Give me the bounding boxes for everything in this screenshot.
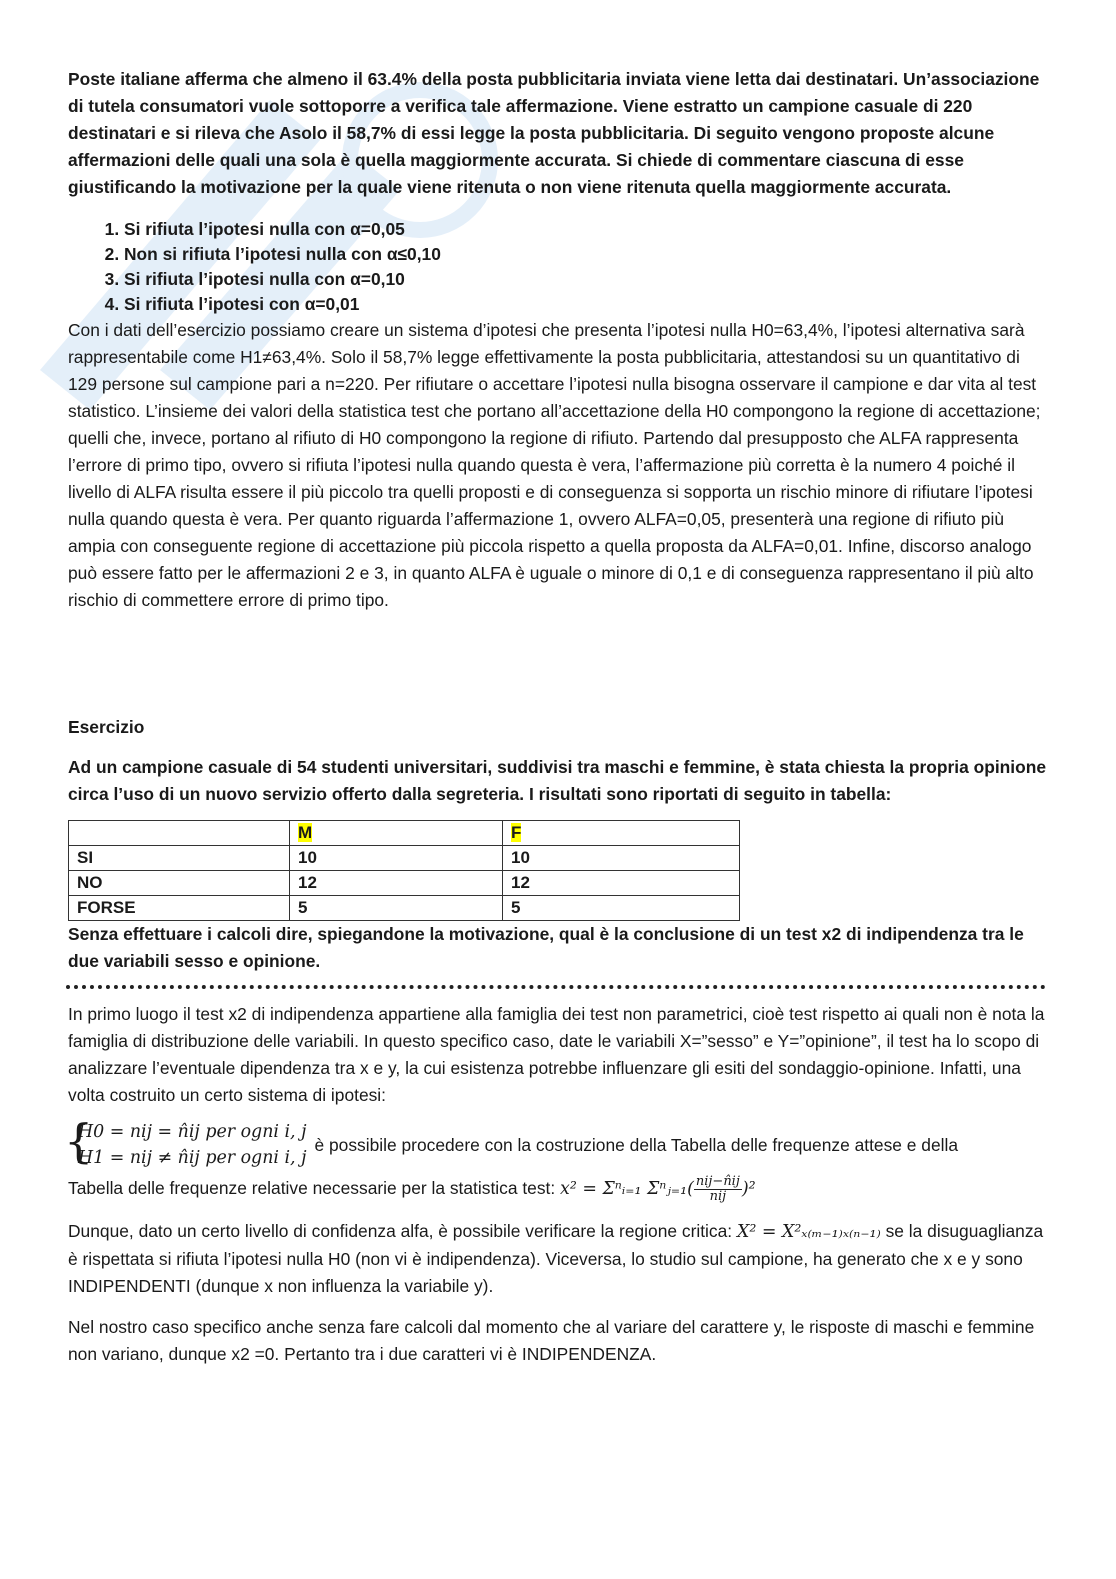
h0-line: { H0 = nij = n̂ij per ogni i, j: [78, 1122, 307, 1142]
exercise2-heading: Esercizio: [68, 717, 145, 737]
row-label: SI: [69, 846, 290, 871]
exercise2-prompt: Ad un campione casuale di 54 studenti universitari, suddivisi tra maschi e femmine, è stata chiesta la propria opinione circa l’uso di un nuovo servizio offerto dalla segreteria. I risultati sono riportati di seguito in tabella:: [68, 757, 1047, 804]
cell-f: 5: [503, 896, 740, 921]
cell-m: 12: [290, 871, 503, 896]
row-label: FORSE: [69, 896, 290, 921]
choice-list: [68, 217, 1048, 317]
after-system-text: è possibile procedere con la costruzione della Tabella delle frequenze attese e della: [314, 1134, 959, 1155]
critical-region-formula: X² = X²ₓ₍ₘ₋₁₎ₓ₍ₙ₋₁₎: [736, 1222, 881, 1242]
choice-item: 3. Si rifiuta l’ipotesi nulla con α=0,10: [124, 267, 1048, 292]
choice-item: 1. Si rifiuta l’ipotesi nulla con α=0,05: [124, 217, 1048, 242]
h1-line: H1 = nij ≠ n̂ij per ogni i, j: [78, 1148, 307, 1168]
paragraph-2-start: Dunque, dato un certo livello di confidenza alfa, è possibile verificare la regione critica:: [68, 1221, 733, 1241]
table-row: [69, 896, 740, 921]
dotted-divider: [66, 985, 1046, 989]
column-header-m: M: [298, 823, 313, 842]
cell-f: 12: [503, 871, 740, 896]
cell-f: 10: [503, 846, 740, 871]
answer-paragraph-1: In primo luogo il test x2 di indipendenza appartiene alla famiglia dei test non parametrici, cioè test rispetto ai quali non è nota la famiglia di distribuzione delle variabili. In questo specifico caso, date le variabili X=”sesso” e Y=”opinione”, il test ha lo scopo di analizzare l’eventuale dipendenza tra x e y, la cui esistenza potrebbe influenzare gli esiti del sondaggio-opinione. Infatti, una volta costruito un certo sistema di ipotesi:: [68, 1004, 1045, 1105]
cell-m: 5: [290, 896, 503, 921]
choice-item: 2. Non si rifiuta l’ipotesi nulla con α≤0,10: [124, 242, 1048, 267]
table-row: [69, 871, 740, 896]
paragraph-2-end: se la disuguaglianza è rispettata si rifiuta l’ipotesi nulla H0 (non vi è indipendenza). Viceversa, lo studio sul campione, ha generato che x e y sono INDIPENDENTI (dunque x non influenza la variabile y).: [68, 1221, 1044, 1296]
exercise1-prompt: Poste italiane afferma che almeno il 63.4% della posta pubblicitaria inviata viene letta dai destinatari. Un’associazione di tutela consumatori vuole sottoporre a verifica tale affermazione. Viene estratto un campione casuale di 220 destinatari e si rileva che Asolo il 58,7% di essi legge la posta pubblicitaria. Di seguito vengono proposte alcune affermazioni delle quali una sola è quella maggiormente accurata. Si chiede di commentare ciascuna di esse giustificando la motivazione per la quale viene ritenuta o non viene ritenuta quella maggiormente accurata.: [68, 69, 1040, 197]
answer-paragraph-3: Nel nostro caso specifico anche senza fare calcoli dal momento che al variare del carattere y, le risposte di maschi e femmine non variano, dunque x2 =0. Pertanto tra i due caratteri vi è INDIPENDENZA.: [68, 1317, 1035, 1364]
table-header-row: [69, 821, 740, 846]
statistic-formula: x² = Σⁿᵢ₌₁ Σⁿⱼ₌₁(: [560, 1179, 694, 1200]
cell-m: 10: [290, 846, 503, 871]
statistic-text: Tabella delle frequenze relative necessarie per la statistica test:: [68, 1178, 556, 1199]
fraction-numerator: nij−n̂ij: [695, 1174, 740, 1189]
row-label: NO: [69, 871, 290, 896]
choice-item: 4. Si rifiuta l’ipotesi con α=0,01: [124, 292, 1048, 317]
statistic-fraction: [694, 1175, 742, 1204]
exercise2-question: Senza effettuare i calcoli dire, spiegandone la motivazione, qual è la conclusione di un test x2 di indipendenza tra le due variabili sesso e opinione.: [68, 924, 1024, 971]
table-row: [69, 846, 740, 871]
hypothesis-system: [68, 1119, 307, 1171]
exercise1-answer: Con i dati dell’esercizio possiamo creare un sistema d’ipotesi che presenta l’ipotesi nulla H0=63,4%, l’ipotesi alternativa sarà rappresentabile come H1≠63,4%. Solo il 58,7% legge effettivamente la posta pubblicitaria, attestandosi su un quantitativo di 129 persone sul campione pari a n=220. Per rifiutare o accettare l’ipotesi nulla bisogna osservare il campione e dar vita al test statistico. L’insieme dei valori della statistica test che portano all’accettazione della H0 compongono la regione di accettazione; quelli che, invece, portano al rifiuto di H0 compongono la regione di rifiuto. Partendo dal presupposto che ALFA rappresenta l’errore di primo tipo, ovvero si rifiuta l’ipotesi nulla quando questa è vera, l’affermazione più corretta è la numero 4 poiché il livello di ALFA risulta essere il più piccolo tra quelli proposti e di conseguenza si sopporta un rischio minore di rifiutare l’ipotesi nulla quando questa è vera. Per quanto riguarda l’affermazione 1, ovvero ALFA=0,05, presenterà una regione di rifiuto più ampia con conseguente regione di accettazione più piccola rispetto a quella proposta da ALFA=0,01. Infine, discorso analogo può essere fatto per le affermazioni 2 e 3, in quanto ALFA è uguale o minore di 0,1 e di conseguenza rappresentano il più alto rischio di commettere errore di primo tipo.: [68, 320, 1041, 610]
table-corner-cell: [69, 821, 290, 846]
answer-paragraph-2: [68, 1218, 1048, 1300]
statistic-line: [68, 1175, 1048, 1204]
frequency-table: [68, 820, 740, 921]
document-page: [68, 66, 1048, 1368]
statistic-exponent: )²: [741, 1179, 756, 1200]
hypothesis-system-row: [68, 1119, 1048, 1171]
fraction-denominator: nij: [709, 1189, 727, 1204]
column-header-f: F: [511, 823, 522, 842]
